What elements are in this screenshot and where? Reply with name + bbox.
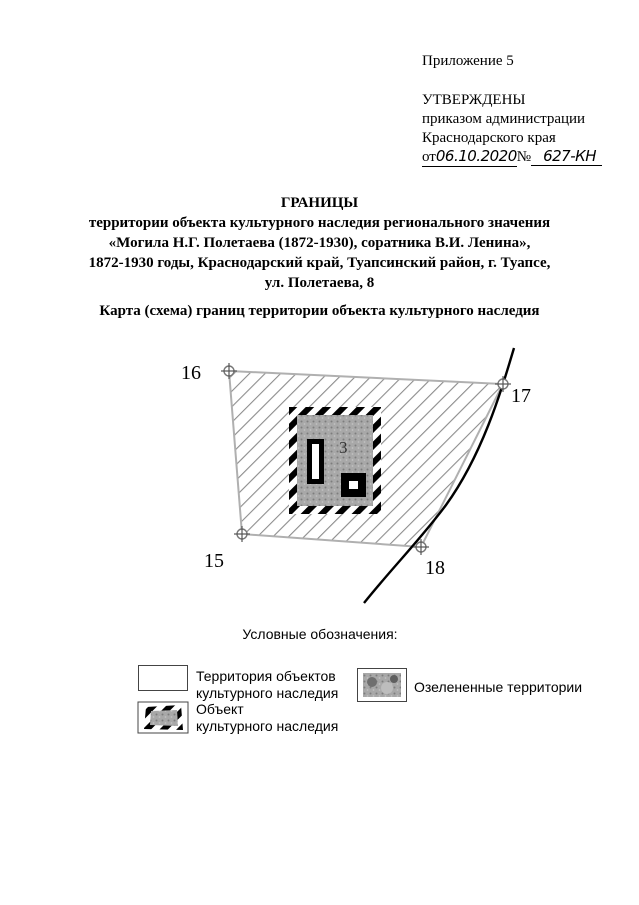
title-line-1: ГРАНИЦЫ [280, 195, 359, 211]
order-line-1: приказом администрации [422, 111, 586, 127]
order-date: 06.10.2020 [435, 147, 517, 165]
point-label-18: 18 [425, 557, 445, 579]
title-line-5: ул. Полетаева, 8 [264, 275, 375, 291]
heritage-object [289, 407, 381, 514]
appendix-label: Приложение 5 [422, 53, 514, 69]
legend-title: Условные обозначения: [242, 626, 398, 642]
object-number: 3 [339, 438, 348, 457]
point-label-15: 15 [204, 550, 224, 572]
legend-swatch-green [357, 668, 407, 702]
title-line-4: 1872-1930 годы, Краснодарский край, Туапсинский район, г. Туапсе, [88, 255, 551, 271]
legend-item-object: Объект культурного наследия [196, 701, 339, 734]
title-line-3: «Могила Н.Г. Полетаева (1872-1930), соратника В.И. Ленина», [108, 235, 531, 251]
approved-label: УТВЕРЖДЕНЫ [422, 92, 526, 108]
number-sign: № [516, 149, 532, 165]
legend-item-territory: Территория объектов культурного наследия [196, 668, 339, 701]
legend-item-green: Озелененные территории [414, 679, 583, 695]
order-line-2: Краснодарского края [422, 130, 556, 146]
point-label-17: 17 [511, 385, 531, 407]
from-label: от06.10.2020 [422, 147, 517, 165]
order-number: 627-КН [531, 148, 602, 166]
legend-swatch-territory [138, 665, 188, 691]
point-label-16: 16 [181, 362, 201, 384]
legend-swatch-object [137, 701, 189, 734]
title-line-2: территории объекта культурного наследия регионального значения [88, 215, 551, 231]
map-subtitle: Карта (схема) границ территории объекта культурного наследия [99, 303, 540, 319]
